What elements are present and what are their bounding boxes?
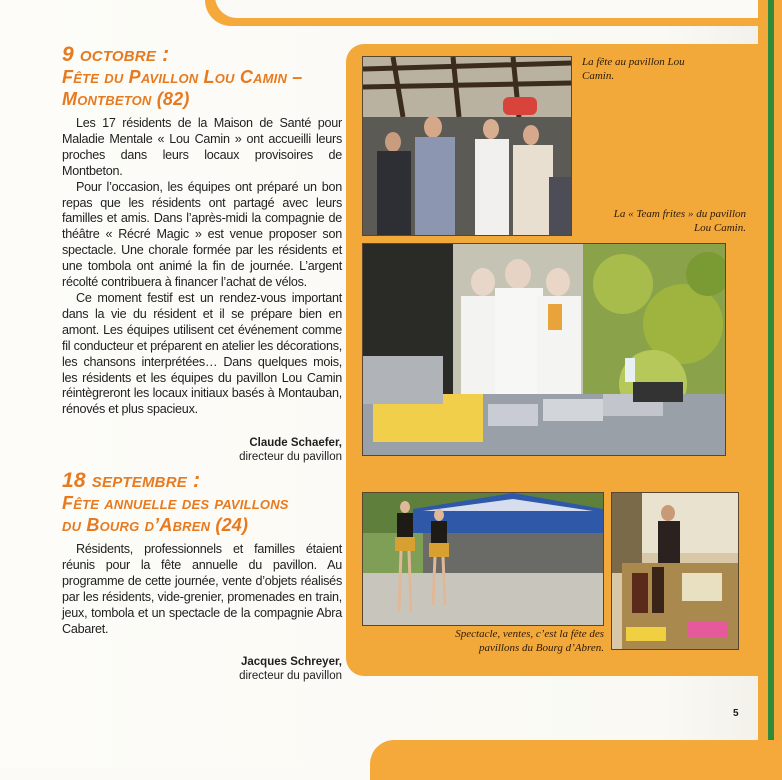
article-date: 18 septembre : bbox=[62, 469, 201, 492]
article-body bbox=[62, 116, 342, 418]
photo-team-frites-image bbox=[363, 244, 725, 455]
article-bourg-abren bbox=[62, 470, 342, 683]
signature-name: Claude Schaefer, bbox=[249, 437, 342, 450]
paragraph: Pour l’occasion, les équipes ont préparé un bon repas que les résidents ont partagé avec leurs familles et amis. Dans l’après-midi la compagnie de théâtre « Récré Magic » est venue proposer son spectacle. Une chorale formée par les résidents et une tombola ont animé la fin de journée. L’argent récolté contribuera à financer l’achat de vélos. bbox=[62, 179, 342, 290]
photo-party-image bbox=[363, 57, 571, 235]
photo-team-frites bbox=[362, 243, 726, 456]
article-date: 9 octobre : bbox=[62, 43, 170, 66]
bottom-orange-band bbox=[370, 740, 782, 780]
signature bbox=[62, 436, 342, 464]
article-body bbox=[62, 542, 342, 637]
paragraph: Résidents, professionnels et familles étaient réunis pour la fête annuelle du pavillon. Au programme de cette journée, vente d’objets réalisés par les résidents, vide-grenier, promenades en train, jeux, tombola et un spectacle de la compagnie Abra Cabaret. bbox=[62, 542, 342, 636]
photo-dancers-image bbox=[363, 493, 603, 625]
photo-party-pergola bbox=[362, 56, 572, 236]
article-lou-camin bbox=[62, 44, 342, 464]
photo-sales-stall bbox=[611, 492, 739, 650]
headline-line-2: Montbeton (82) bbox=[62, 89, 190, 109]
caption-photo-team-frites: La « Team frites » du pavillon Lou Camin. bbox=[613, 208, 746, 234]
page-number: 5 bbox=[733, 708, 739, 719]
article-headline bbox=[62, 470, 342, 536]
signature-role: directeur du pavillon bbox=[239, 670, 342, 683]
paragraph: Ce moment festif est un rendez-vous important dans la vie du résident et il se prépare bien en amont. Les équipes utilisent cet événement comme fil conducteur et préparent en atelier les décorations, les chansons interprétées… Dans quelques mois, les résidents et les équipes du pavillon Lou Camin réintègreront les locaux initiaux basés à Montauban, rénovés et plus spacieux. bbox=[62, 290, 342, 417]
caption-photo-party: La fête au pavillon Lou Camin. bbox=[582, 56, 685, 82]
headline-line-1: Fête annuelle des pavillons bbox=[62, 493, 289, 513]
signature-name: Jacques Schreyer, bbox=[240, 656, 342, 669]
photo-sales-image bbox=[612, 493, 738, 649]
headline-line-2: du Bourg d’Abren (24) bbox=[62, 515, 249, 535]
top-band-cutout bbox=[215, 0, 782, 18]
paragraph: Les 17 résidents de la Maison de Santé pour Maladie Mentale « Lou Camin » ont accueilli leurs proches dans leurs locaux provisoires de Montbeton. bbox=[62, 116, 342, 178]
signature bbox=[62, 655, 342, 683]
photo-dancers bbox=[362, 492, 604, 626]
signature-role: directeur du pavillon bbox=[239, 451, 342, 464]
right-edge-green-line bbox=[768, 0, 774, 768]
headline-line-1: Fête du Pavillon Lou Camin – bbox=[62, 67, 303, 87]
article-headline bbox=[62, 44, 342, 110]
caption-photo-bourg-abren: Spectacle, ventes, c’est la fête des pavillons du Bourg d’Abren. bbox=[455, 628, 604, 654]
